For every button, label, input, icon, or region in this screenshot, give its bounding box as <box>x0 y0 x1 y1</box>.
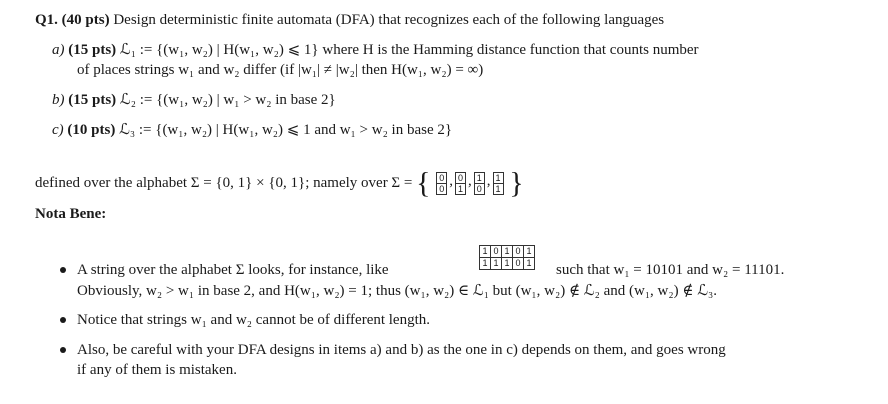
item-a <box>52 41 699 59</box>
close-brace: } <box>509 166 524 200</box>
bullet-2-text: Notice that strings w₁ and w₂ cannot be of different length. <box>77 312 431 328</box>
item-a-points: (15 pts) <box>68 42 117 58</box>
item-b <box>52 91 336 109</box>
item-c-text: ℒ₃ := {(w₁, w₂) | H(w₁, w₂) ⩽ 1 and w₁ > w₂ in base 2} <box>119 122 453 138</box>
open-brace: { <box>416 166 431 200</box>
item-a-label: a) <box>52 42 65 58</box>
bullet-dot <box>60 267 66 273</box>
bullet-dot <box>60 317 66 323</box>
bullet-3-line2: if any of them is mistaken. <box>77 362 237 378</box>
item-c-points: (10 pts) <box>67 122 116 138</box>
alphabet-text: defined over the alphabet Σ = {0, 1} × {0, 1}; namely over Σ = <box>35 174 413 191</box>
bullet-dot <box>60 347 66 353</box>
example-string <box>479 245 535 270</box>
alphabet-symbols: 0 0 , 0 1 , 1 0 , 1 1 <box>434 172 505 195</box>
alphabet-symbol: 0 0 <box>436 172 447 195</box>
question-title: Design deterministic finite automata (DFA) that recognizes each of the following languages <box>113 12 665 28</box>
alphabet-definition <box>35 166 524 200</box>
bullet-3-line1: Also, be careful with your DFA designs in items a) and b) as the one in c) depends on them, and goes wrong <box>77 342 726 358</box>
item-b-text: ℒ₂ := {(w₁, w₂) | w₁ > w₂ in base 2} <box>119 92 336 108</box>
question-label: Q1. <box>35 12 58 28</box>
bullet-1-line2: Obviously, w₂ > w₁ in base 2, and H(w₁, w₂) = 1; thus (w₁, w₂) ∈ ℒ₁ but (w₁, w₂) ∉ ℒ₂ and (w₁, w₂) ∉ ℒ₃. <box>77 283 717 299</box>
alphabet-symbol: 1 1 <box>493 172 504 195</box>
bullet-1-post: such that w₁ = 10101 and w₂ = 11101. <box>556 262 785 278</box>
nota-bene-heading: Nota Bene: <box>35 206 107 222</box>
item-b-label: b) <box>52 92 65 108</box>
alphabet-symbol: 1 0 <box>474 172 485 195</box>
item-c-label: c) <box>52 122 64 138</box>
question-header <box>35 11 664 29</box>
item-c <box>52 121 452 139</box>
item-b-points: (15 pts) <box>68 92 117 108</box>
alphabet-symbol: 0 1 <box>455 172 466 195</box>
item-a-continuation: of places strings w₁ and w₂ differ (if |w₁| ≠ |w₂| then H(w₁, w₂) = ∞) <box>77 62 484 78</box>
example-string-top-row: 1 0 1 0 1 <box>480 246 534 258</box>
example-string-bottom-row: 1 1 1 0 1 <box>480 258 534 269</box>
question-points: (40 pts) <box>61 12 110 28</box>
item-a-text: ℒ₁ := {(w₁, w₂) | H(w₁, w₂) ⩽ 1} where H is the Hamming distance function that counts number <box>119 42 699 58</box>
bullet-1-pre: A string over the alphabet Σ looks, for instance, like <box>77 262 389 278</box>
